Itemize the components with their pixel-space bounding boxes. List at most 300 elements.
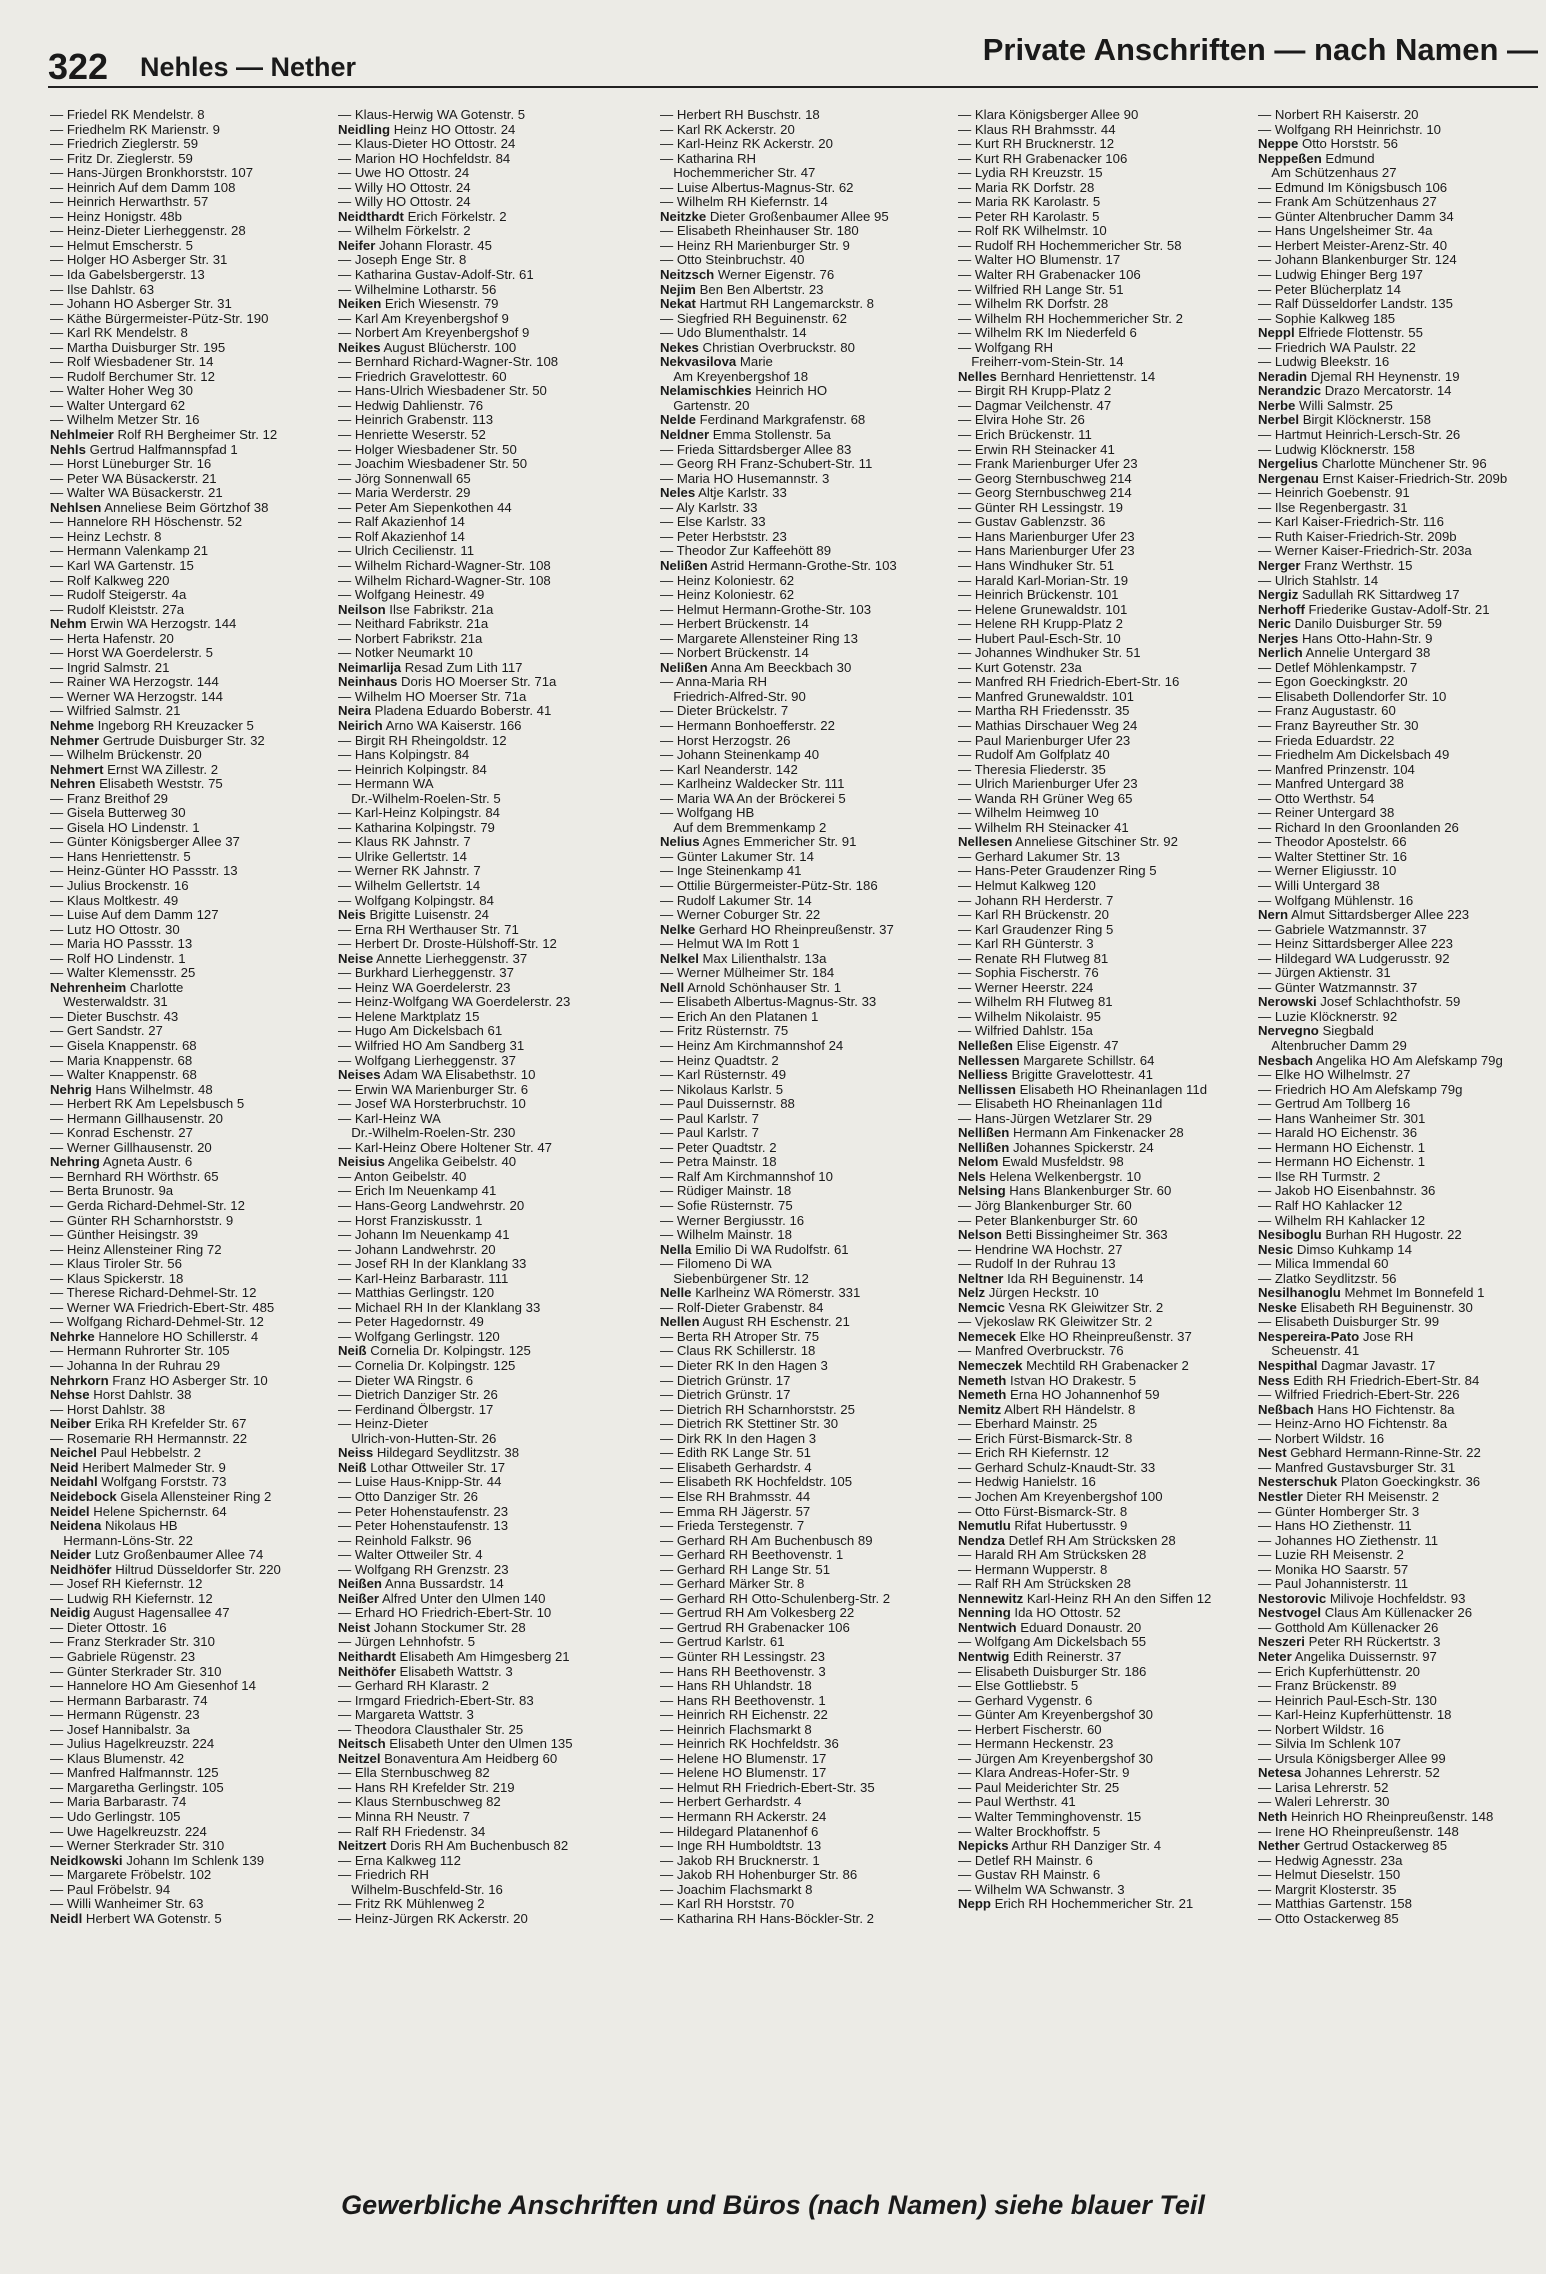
directory-entry: — Hans-Jürgen Bronkhorststr. 107: [50, 166, 254, 181]
directory-entry: — Wilhelm Heimweg 10: [958, 806, 1099, 821]
surname: Neiss: [338, 1446, 374, 1461]
surname: Nehls: [50, 442, 86, 457]
directory-entry: Neidhöfer Hiltrud Düsseldorfer Str. 220: [50, 1562, 281, 1577]
directory-entry: Nelke Gerhard HO Rheinpreußenstr. 37: [660, 922, 894, 937]
directory-entry: — Klaus Spickerstr. 18: [50, 1271, 184, 1286]
directory-entry: — Rudolf Am Golfplatz 40: [958, 748, 1110, 763]
directory-entry: Nergenau Ernst Kaiser-Friedrich-Str. 209b: [1258, 471, 1508, 486]
directory-entry: Nergiz Sadullah RK Sittardweg 17: [1258, 588, 1460, 603]
directory-entry: — Manfred RH Friedrich-Ebert-Str. 16: [958, 675, 1180, 690]
directory-entry: Nehmert Ernst WA Zillestr. 2: [50, 762, 219, 777]
directory-entry: — Heinz Koloniestr. 62: [660, 573, 795, 588]
directory-entry: — Karl-Heinz Kupferhüttenstr. 18: [1258, 1708, 1452, 1723]
directory-entry: — Manfred Gustavsburger Str. 31: [1258, 1460, 1456, 1475]
surname: Neifer: [338, 238, 376, 253]
directory-entry: — Anna-Maria RH: [660, 675, 767, 690]
directory-entry: — Karlheinz Waldecker Str. 111: [660, 777, 845, 792]
directory-entry: Nerhoff Friederike Gustav-Adolf-Str. 21: [1258, 602, 1490, 617]
directory-entry: — Else RH Brahmsstr. 44: [660, 1489, 811, 1504]
directory-entry: Hochemmericher Str. 47: [660, 166, 816, 181]
directory-entry: — Hermann Bonhoefferstr. 22: [660, 718, 835, 733]
surname: Neira: [338, 704, 371, 719]
surname: Nellen: [660, 1315, 700, 1330]
directory-entry: — Frank Marienburger Ufer 23: [958, 457, 1138, 472]
directory-entry: — Hans Marienburger Ufer 23: [958, 529, 1135, 544]
directory-entry: — Berta Brunostr. 9a: [50, 1184, 174, 1199]
surname: Nergiz: [1258, 588, 1299, 603]
surname: Neider: [50, 1548, 92, 1563]
directory-entry: — Notker Neumarkt 10: [338, 646, 473, 661]
directory-entry: — Ulrich Marienburger Ufer 23: [958, 777, 1138, 792]
directory-entry: — Walter Untergard 62: [50, 398, 186, 413]
directory-entry: — Norbert RH Kaiserstr. 20: [1258, 108, 1419, 122]
directory-entry: — Ulrich Cecilienstr. 11: [338, 544, 475, 559]
directory-entry: — Wolfgang RH Grenzstr. 23: [338, 1562, 509, 1577]
directory-entry: — Ulrike Gellertstr. 14: [338, 849, 467, 864]
directory-entry: — Hermann Ruhrorter Str. 105: [50, 1344, 230, 1359]
directory-entry: — Peter Hohenstaufenstr. 23: [338, 1504, 509, 1519]
directory-entry: — Holger Wiesbadener Str. 50: [338, 442, 517, 457]
directory-entry: — Katharina Gustav-Adolf-Str. 61: [338, 268, 534, 283]
directory-entry: — Franz Sterkrader Str. 310: [50, 1635, 215, 1650]
directory-entry: — Gertrud RH Grabenacker 106: [660, 1620, 850, 1635]
directory-entry: Altenbrucher Damm 29: [1258, 1039, 1407, 1053]
surname: Neradin: [1258, 369, 1308, 384]
surname: Nelke: [660, 922, 696, 937]
surname: Nelkel: [660, 951, 699, 966]
directory-entry: Neter Angelika Duissernstr. 97: [1258, 1649, 1437, 1664]
directory-entry: — Norbert Wildstr. 16: [1258, 1722, 1385, 1737]
directory-entry: — Wilhelm RH Steinacker 41: [958, 820, 1129, 835]
directory-entry: Nendza Detlef RH Am Strücksken 28: [958, 1533, 1176, 1548]
directory-entry: — Elisabeth Albertus-Magnus-Str. 33: [660, 995, 877, 1010]
surname: Nespereira-Pato: [1258, 1329, 1360, 1344]
surname: Neikes: [338, 340, 381, 355]
surname: Neiber: [50, 1417, 92, 1432]
directory-entry: — Erna RH Werthauser Str. 71: [338, 922, 519, 937]
directory-entry: — Günter Am Kreyenbergshof 30: [958, 1708, 1153, 1723]
directory-entry: — Johann HO Asberger Str. 31: [50, 297, 232, 312]
surname: Nemcic: [958, 1300, 1005, 1315]
directory-entry: Neinhaus Doris HO Moerser Str. 71a: [338, 675, 557, 690]
directory-entry: — Margarete Allensteiner Ring 13: [660, 631, 858, 646]
directory-entry: — Georg Sternbuschweg 214: [958, 486, 1132, 501]
directory-entry: — Theodor Apostelstr. 66: [1258, 835, 1407, 850]
directory-entry: Nehls Gertrud Halfmannspfad 1: [50, 442, 238, 457]
directory-entry: — Ilse RH Turmstr. 2: [1258, 1169, 1381, 1184]
surname: Neisius: [338, 1155, 385, 1170]
directory-entry: — Ludwig RH Kiefernstr. 12: [50, 1591, 213, 1606]
directory-entry: — Sophie Kalkweg 185: [1258, 311, 1396, 326]
directory-entry: — Walter Stettiner Str. 16: [1258, 849, 1408, 864]
surname: Nelde: [660, 413, 696, 428]
directory-entry: — Erich Brückenstr. 11: [958, 428, 1092, 443]
surname: Nehren: [50, 777, 96, 792]
directory-entry: — Gerda Richard-Dehmel-Str. 12: [50, 1199, 245, 1214]
directory-entry: — Milica Immendal 60: [1258, 1257, 1389, 1272]
directory-entry: — Else Gottliebstr. 5: [958, 1679, 1079, 1694]
directory-entry: — Friedhelm Am Dickelsbach 49: [1258, 748, 1450, 763]
directory-entry: Neidkowski Johann Im Schlenk 139: [50, 1853, 265, 1868]
directory-entry: — Wolfgang Lierheggenstr. 37: [338, 1053, 516, 1068]
directory-entry: — Horst WA Goerdelerstr. 5: [50, 646, 213, 661]
surname: Nest: [1258, 1446, 1287, 1461]
directory-entry: Neppe Otto Horststr. 56: [1258, 137, 1398, 152]
directory-entry: Nelius Agnes Emmericher Str. 91: [660, 835, 857, 850]
surname: Nesic: [1258, 1242, 1294, 1257]
directory-entry: Neifer Johann Florastr. 45: [338, 238, 492, 253]
directory-entry: — Luise Auf dem Damm 127: [50, 908, 219, 923]
directory-entry: — Johannes HO Ziethenstr. 11: [1258, 1533, 1439, 1548]
directory-entry: Nehring Agneta Austr. 6: [50, 1155, 193, 1170]
surname: Nestvogel: [1258, 1606, 1322, 1621]
directory-entry: — Karl RH Brückenstr. 20: [958, 908, 1109, 923]
directory-entry: — Johannes Windhuker Str. 51: [958, 646, 1141, 661]
directory-entry: — Josef RH In der Klanklang 33: [338, 1257, 527, 1272]
surname: Nelles: [958, 369, 997, 384]
directory-entry: — Rüdiger Mainstr. 18: [660, 1184, 792, 1199]
directory-entry: — Elisabeth RK Hochfeldstr. 105: [660, 1475, 853, 1490]
directory-entry: — Heinz Lechstr. 8: [50, 529, 162, 544]
directory-entry: — Gertrud RH Am Volkesberg 22: [660, 1606, 855, 1621]
surname: Nellessen: [958, 1053, 1020, 1068]
directory-entry: — Harald HO Eichenstr. 36: [1258, 1126, 1418, 1141]
directory-entry: — Franz Brückenstr. 89: [1258, 1679, 1397, 1694]
directory-entry: Neppeßen Edmund: [1258, 151, 1375, 166]
directory-entry: Neithöfer Elisabeth Wattstr. 3: [338, 1664, 513, 1679]
directory-entry: Neitzke Dieter Großenbaumer Allee 95: [660, 209, 889, 224]
directory-entry: — Dietrich Grünstr. 17: [660, 1388, 791, 1403]
directory-entry: — Maria HO Husemannstr. 3: [660, 471, 830, 486]
directory-entry: Nentwig Edith Reinerstr. 37: [958, 1649, 1122, 1664]
directory-entry: Nerjes Hans Otto-Hahn-Str. 9: [1258, 631, 1433, 646]
directory-entry: Gartenstr. 20: [660, 398, 750, 413]
directory-entry: — Johann RH Herderstr. 7: [958, 893, 1114, 908]
section-title: Private Anschriften — nach Namen —: [982, 32, 1538, 67]
directory-entry: — Günther Heisingstr. 39: [50, 1228, 199, 1243]
directory-entry: — Wilhelm Nikolaistr. 95: [958, 1009, 1101, 1024]
directory-entry: Neißer Alfred Unter den Ulmen 140: [338, 1591, 546, 1606]
surname: Neithardt: [338, 1649, 396, 1664]
surname: Neitzert: [338, 1839, 387, 1854]
directory-entry: — Erich Kupferhüttenstr. 20: [1258, 1664, 1420, 1679]
directory-entry: — Manfred Untergard 38: [1258, 777, 1404, 792]
column-2: [338, 108, 618, 1926]
directory-entry: Neichel Paul Hebbelstr. 2: [50, 1446, 202, 1461]
directory-entry: Nehlmeier Rolf RH Bergheimer Str. 12: [50, 428, 278, 443]
surname: Nehrenheim: [50, 980, 127, 995]
surname: Nels: [958, 1169, 986, 1184]
directory-entry: — Heinz Am Kirchmannshof 24: [660, 1039, 844, 1053]
surname: Nerjes: [1258, 631, 1299, 646]
directory-entry: — Margaretha Gerlingstr. 105: [50, 1780, 224, 1795]
directory-entry: — Heinz-Dieter: [338, 1417, 429, 1432]
directory-entry: — Peter RH Karolastr. 5: [958, 209, 1100, 224]
directory-entry: Neißen Anna Bussardstr. 14: [338, 1577, 504, 1592]
directory-entry: Nervegno Siegbald: [1258, 1024, 1374, 1039]
directory-entry: — Henriette Weserstr. 52: [338, 428, 486, 443]
surname: Neise: [338, 951, 374, 966]
directory-entry: — Heinz WA Goerdelerstr. 23: [338, 980, 511, 995]
directory-entry: — Heinz Koloniestr. 62: [660, 588, 795, 603]
surname: Neßbach: [1258, 1402, 1314, 1417]
directory-entry: — Paul Fröbelstr. 94: [50, 1882, 171, 1897]
directory-entry: — Karl Graudenzer Ring 5: [958, 922, 1114, 937]
directory-entry: Nellen August RH Eschenstr. 21: [660, 1315, 850, 1330]
directory-entry: Nehrke Hannelore HO Schillerstr. 4: [50, 1329, 259, 1344]
directory-entry: Ness Edith RH Friedrich-Ebert-Str. 84: [1258, 1373, 1480, 1388]
directory-entry: Neira Pladena Eduardo Boberstr. 41: [338, 704, 552, 719]
directory-entry: — Elisabeth Rheinhauser Str. 180: [660, 224, 859, 239]
directory-entry: — Gertrud Am Tollberg 16: [1258, 1097, 1411, 1112]
directory-entry: — Hans RH Uhlandstr. 18: [660, 1679, 812, 1694]
surname: Neter: [1258, 1649, 1292, 1664]
directory-entry: — Ludwig Bleekstr. 16: [1258, 355, 1390, 370]
directory-entry: — Bernhard RH Wörthstr. 65: [50, 1169, 219, 1184]
directory-entry: — Hermann HO Eichenstr. 1: [1258, 1155, 1426, 1170]
directory-entry: Nelkel Max Lilienthalstr. 13a: [660, 951, 827, 966]
directory-entry: Nelsing Hans Blankenburger Str. 60: [958, 1184, 1172, 1199]
surname: Nergelius: [1258, 457, 1319, 472]
directory-entry: Nerbel Birgit Klöcknerstr. 158: [1258, 413, 1431, 428]
directory-entry: Neppl Elfriede Flottenstr. 55: [1258, 326, 1423, 341]
directory-entry: — Karl Neanderstr. 142: [660, 762, 798, 777]
directory-entry: Dr.-Wilhelm-Roelen-Str. 5: [338, 791, 501, 806]
surname: Ness: [1258, 1373, 1290, 1388]
directory-entry: — Jörg Blankenburger Str. 60: [958, 1199, 1132, 1214]
surname: Neidthardt: [338, 209, 404, 224]
directory-entry: — Gisela Butterweg 30: [50, 806, 186, 821]
directory-entry: Nether Gertrud Ostackerweg 85: [1258, 1839, 1448, 1854]
directory-entry: — Maria Barbarastr. 74: [50, 1795, 187, 1810]
directory-entry: — Rudolf RH Hochemmericher Str. 58: [958, 238, 1182, 253]
surname: Neidel: [50, 1504, 90, 1519]
directory-entry: — Joachim Flachsmarkt 8: [660, 1882, 813, 1897]
directory-entry: — Irmgard Friedrich-Ebert-Str. 83: [338, 1693, 534, 1708]
surname: Nehmert: [50, 762, 104, 777]
directory-entry: — Gert Sandstr. 27: [50, 1024, 163, 1039]
directory-entry: — Klaus Sternbuschweg 82: [338, 1795, 501, 1810]
directory-entry: Westerwaldstr. 31: [50, 995, 168, 1010]
directory-entry: Dr.-Wilhelm-Roelen-Str. 230: [338, 1126, 516, 1141]
directory-entry: Nelz Jürgen Heckstr. 10: [958, 1286, 1099, 1301]
directory-entry: — Günter Königsberger Allee 37: [50, 835, 240, 850]
directory-entry: — Joachim Wiesbadener Str. 50: [338, 457, 528, 472]
directory-entry: — Georg Sternbuschweg 214: [958, 471, 1132, 486]
directory-entry: — Wilhelm RK Im Niederfeld 6: [958, 326, 1137, 341]
directory-entry: — Ella Sternbuschweg 82: [338, 1766, 490, 1781]
directory-entry: Neidel Helene Spichernstr. 64: [50, 1504, 227, 1519]
directory-entry: — Heinz-Günter HO Passstr. 13: [50, 864, 238, 879]
directory-entry: — Richard In den Groonlanden 26: [1258, 820, 1459, 835]
directory-entry: — Gerhard Schulz-Knaudt-Str. 33: [958, 1460, 1156, 1475]
directory-entry: Hermann-Löns-Str. 22: [50, 1533, 193, 1548]
surname: Nepicks: [958, 1839, 1009, 1854]
surname: Nern: [1258, 908, 1289, 923]
surname: Nemutlu: [958, 1519, 1011, 1534]
directory-entry: — Walter Hoher Weg 30: [50, 384, 193, 399]
directory-entry: — Norbert Am Kreyenbergshof 9: [338, 326, 530, 341]
directory-entry: Nekes Christian Overbruckstr. 80: [660, 340, 855, 355]
directory-entry: — Ralf Akazienhof 14: [338, 515, 465, 530]
directory-entry: — Werner Coburger Str. 22: [660, 908, 821, 923]
directory-entry: Nekat Hartmut RH Langemarckstr. 8: [660, 297, 875, 312]
column-3: [660, 108, 940, 1926]
directory-entry: — Hedwig Hanielstr. 16: [958, 1475, 1096, 1490]
directory-entry: Nerowski Josef Schlachthofstr. 59: [1258, 995, 1461, 1010]
directory-entry: — Helene RH Krupp-Platz 2: [958, 617, 1123, 632]
directory-entry: — Norbert Brückenstr. 14: [660, 646, 809, 661]
directory-entry: — Klaus Blumenstr. 42: [50, 1751, 185, 1766]
directory-entry: — Erwin WA Marienburger Str. 6: [338, 1082, 529, 1097]
directory-entry: Nesterschuk Platon Goeckingkstr. 36: [1258, 1475, 1481, 1490]
directory-entry: — Klaus Tiroler Str. 56: [50, 1257, 182, 1272]
directory-entry: Nepp Erich RH Hochemmericher Str. 21: [958, 1897, 1194, 1912]
directory-entry: — Peter Blücherplatz 14: [1258, 282, 1401, 297]
directory-entry: — Elisabeth Dollendorfer Str. 10: [1258, 689, 1447, 704]
directory-entry: — Werner RK Jahnstr. 7: [338, 864, 481, 879]
directory-entry: — Rudolf In der Ruhrau 13: [958, 1257, 1116, 1272]
directory-entry: — Harald Karl-Morian-Str. 19: [958, 573, 1129, 588]
surname: Nelleßen: [958, 1039, 1013, 1053]
directory-entry: — Edmund Im Königsbusch 106: [1258, 180, 1448, 195]
directory-entry: — Günter Homberger Str. 3: [1258, 1504, 1420, 1519]
directory-entry: — Jakob RH Hohenburger Str. 86: [660, 1868, 858, 1883]
directory-entry: — Ursula Königsberger Allee 99: [1258, 1751, 1446, 1766]
directory-entry: — Heinrich Grabenstr. 113: [338, 413, 494, 428]
directory-entry: Neidena Nikolaus HB: [50, 1519, 178, 1534]
directory-entry: — Georg RH Franz-Schubert-Str. 11: [660, 457, 873, 472]
surname: Neinhaus: [338, 675, 398, 690]
directory-entry: — Edith RK Lange Str. 51: [660, 1446, 812, 1461]
directory-entry: Nemecek Elke HO Rheinpreußenstr. 37: [958, 1329, 1192, 1344]
directory-entry: — Klaus-Herwig WA Gotenstr. 5: [338, 108, 526, 122]
directory-entry: Nerandzic Drazo Mercatorstr. 14: [1258, 384, 1452, 399]
surname: Nerger: [1258, 558, 1301, 573]
directory-entry: — Friedrich Zieglerstr. 59: [50, 137, 199, 152]
surname: Neises: [338, 1068, 381, 1083]
directory-entry: — Hans Windhuker Str. 51: [958, 558, 1115, 573]
directory-entry: — Heinrich Flachsmarkt 8: [660, 1722, 812, 1737]
directory-entry: — Hans-Jürgen Wetzlarer Str. 29: [958, 1111, 1152, 1126]
directory-entry: — Werner Gillhausenstr. 20: [50, 1140, 212, 1155]
surname: Neske: [1258, 1300, 1297, 1315]
directory-entry: — Rolf Kalkweg 220: [50, 573, 170, 588]
directory-entry: — Wilhelm Richard-Wagner-Str. 108: [338, 573, 551, 588]
directory-entry: — Johann Blankenburger Str. 124: [1258, 253, 1457, 268]
surname: Neitzsch: [660, 268, 715, 283]
directory-entry: — Gotthold Am Küllenacker 26: [1258, 1620, 1439, 1635]
directory-entry: — Wolfgang Mühlenstr. 16: [1258, 893, 1414, 908]
directory-entry: — Frieda Terstegenstr. 7: [660, 1519, 805, 1534]
directory-entry: — Willi Untergard 38: [1258, 878, 1380, 893]
directory-entry: — Frank Am Schützenhaus 27: [1258, 195, 1437, 210]
directory-entry: — Karl-Heinz Obere Holtener Str. 47: [338, 1140, 553, 1155]
directory-entry: — Anton Geibelstr. 40: [338, 1169, 467, 1184]
directory-entry: — Wilfried RH Lange Str. 51: [958, 282, 1124, 297]
surname: Nesilhanoglu: [1258, 1286, 1341, 1301]
directory-entry: — Paul Karlstr. 7: [660, 1126, 759, 1141]
directory-entry: — Werner Heerstr. 224: [958, 980, 1094, 995]
footer-note: Gewerbliche Anschriften und Büros (nach Namen) siehe blauer Teil: [341, 2190, 1205, 2220]
directory-entry: Nennewitz Karl-Heinz RH An den Siffen 12: [958, 1591, 1212, 1606]
directory-entry: — Käthe Bürgermeister-Pütz-Str. 190: [50, 311, 269, 326]
directory-entry: — Neithard Fabrikstr. 21a: [338, 617, 489, 632]
directory-entry: — Julius Hagelkreuzstr. 224: [50, 1737, 215, 1752]
directory-entry: Neitzsch Werner Eigenstr. 76: [660, 268, 835, 283]
directory-entry: Neitzel Bonaventura Am Heidberg 60: [338, 1751, 558, 1766]
directory-entry: — Peter Hagedornstr. 49: [338, 1315, 484, 1330]
directory-entry: — Paul Meiderichter Str. 25: [958, 1780, 1120, 1795]
surname: Neth: [1258, 1809, 1288, 1824]
directory-entry: — Heinz Allensteiner Ring 72: [50, 1242, 222, 1257]
surname: Neitzel: [338, 1751, 381, 1766]
surname: Nelson: [958, 1228, 1002, 1243]
directory-entry: — Klaus RK Jahnstr. 7: [338, 835, 471, 850]
directory-entry: — Berta RH Atroper Str. 75: [660, 1329, 820, 1344]
surname: Neiken: [338, 297, 382, 312]
directory-entry: Nehmer Gertrude Duisburger Str. 32: [50, 733, 265, 748]
directory-entry: — Josef RH Kiefernstr. 12: [50, 1577, 203, 1592]
directory-entry: — Walter Temminghovenstr. 15: [958, 1809, 1142, 1824]
directory-entry: — Hedwig Agnesstr. 23a: [1258, 1853, 1403, 1868]
directory-entry: — Dieter Buschstr. 43: [50, 1009, 179, 1024]
directory-entry: Neszeri Peter RH Rückertstr. 3: [1258, 1635, 1441, 1650]
surname: Nerhoff: [1258, 602, 1305, 617]
directory-entry: — Johann Im Neuenkamp 41: [338, 1228, 510, 1243]
directory-entry: — Franz Breithof 29: [50, 791, 169, 806]
directory-entry: — Sofie Rüsternstr. 75: [660, 1199, 793, 1214]
directory-entry: — Günter Sterkrader Str. 310: [50, 1664, 222, 1679]
directory-entry: — Herbert Dr. Droste-Hülshoff-Str. 12: [338, 937, 557, 952]
directory-entry: — Ralf Am Kirchmannshof 10: [660, 1169, 833, 1184]
directory-entry: — Hedwig Dahlienstr. 76: [338, 398, 484, 413]
directory-entry: Neis Brigitte Luisenstr. 24: [338, 908, 490, 923]
surname: Neidling: [338, 122, 391, 137]
surname: Nerbe: [1258, 398, 1296, 413]
surname: Nestorovic: [1258, 1591, 1327, 1606]
directory-entry: — Julius Brockenstr. 16: [50, 878, 189, 893]
directory-entry: — Elke HO Wilhelmstr. 27: [1258, 1068, 1411, 1083]
directory-entry: — Walter WA Büsackerstr. 21: [50, 486, 223, 501]
directory-entry: — Willy HO Ottostr. 24: [338, 195, 471, 210]
directory-entry: — Kurt RH Brucknerstr. 12: [958, 137, 1115, 152]
surname: Nella: [660, 1242, 692, 1257]
directory-entry: Nestorovic Milivoje Hochfeldstr. 93: [1258, 1591, 1466, 1606]
directory-entry: — Luzie Klöcknerstr. 92: [1258, 1009, 1398, 1024]
directory-entry: — Helmut Kalkweg 120: [958, 878, 1096, 893]
directory-entry: — Bernhard Richard-Wagner-Str. 108: [338, 355, 559, 370]
surname: Nelius: [660, 835, 700, 850]
directory-entry: — Heinz-Arno HO Fichtenstr. 8a: [1258, 1417, 1448, 1432]
directory-entry: — Gerhard RH Otto-Schulenberg-Str. 2: [660, 1591, 891, 1606]
directory-entry: — Hermann Gillhausenstr. 20: [50, 1111, 223, 1126]
directory-entry: — Maria WA An der Bröckerei 5: [660, 791, 846, 806]
directory-entry: Neiss Hildegard Seydlitzstr. 38: [338, 1446, 520, 1461]
surname: Nendza: [958, 1533, 1005, 1548]
directory-entry: — Sophia Fischerstr. 76: [958, 966, 1099, 981]
directory-entry: — Renate RH Flutweg 81: [958, 951, 1109, 966]
directory-entry: — Paul Marienburger Ufer 23: [958, 733, 1131, 748]
directory-entry: Nehse Horst Dahlstr. 38: [50, 1388, 192, 1403]
directory-entry: Neidling Heinz HO Ottostr. 24: [338, 122, 516, 137]
directory-entry: — Herbert Meister-Arenz-Str. 40: [1258, 238, 1448, 253]
directory-entry: Nekvasilova Marie: [660, 355, 773, 370]
directory-entry: Nelißen Anna Am Beeckbach 30: [660, 660, 852, 675]
directory-entry: — Klaus RH Brahmsstr. 44: [958, 122, 1116, 137]
surname: Nesbach: [1258, 1053, 1313, 1068]
directory-entry: — Paul Duissernstr. 88: [660, 1097, 795, 1112]
